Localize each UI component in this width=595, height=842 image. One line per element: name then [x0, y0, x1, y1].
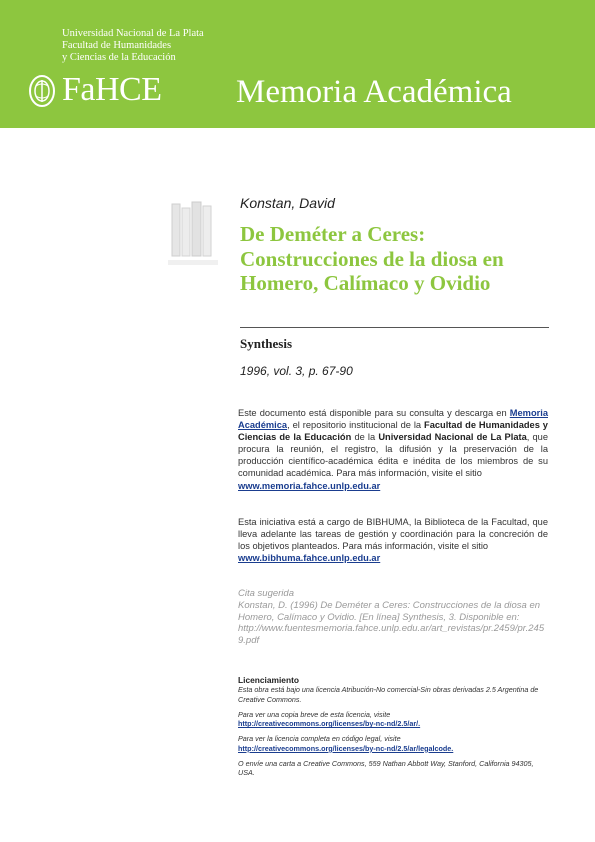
journal-name: Synthesis: [240, 336, 293, 351]
license-mail-text: O envíe una carta a Creative Commons, 559 Nathan Abbott Way, Stanford, California 94305, USA.: [238, 759, 534, 778]
suggested-citation: [238, 588, 548, 647]
suggested-citation-heading: Cita sugerida: [238, 588, 294, 599]
article-title: De Deméter a Ceres: Construcciones de la diosa en Homero, Calímaco y Ovidio: [240, 222, 504, 295]
university-line-1: Universidad Nacional de La Plata: [62, 28, 204, 39]
suggested-citation-url[interactable]: http://www.fuentesmemoria.fahce.unlp.edu.ar/art_revistas/pr.2459/pr.2459.pdf: [238, 623, 545, 647]
fahce-logo-text: FaHCE: [62, 71, 162, 108]
para2-text: Esta iniciativa está a cargo de BIBHUMA, la Biblioteca de la Facultad, que lleva adelante las tareas de gestión y coordinación para la concreción de los objetivos planteados. Para más información, visite el sitio: [238, 517, 548, 552]
license-summary-link[interactable]: http://creativecommons.org/licenses/by-nc-nd/2.5/ar/.: [238, 719, 421, 729]
university-bold-name: Universidad Nacional de La Plata: [378, 432, 527, 443]
faculty-name: Facultad de Humanidades y Ciencias de la Educación: [238, 420, 548, 443]
license-heading: Licenciamiento: [238, 675, 299, 685]
repository-name: Memoria Académica: [236, 74, 512, 110]
para1-text-3: de la: [351, 432, 379, 443]
author-name: Konstan, David: [240, 195, 335, 211]
license-text: Esta obra está bajo una licencia Atribución-No comercial-Sin obras derivadas 2.5 Argentina de Creative Commons.: [238, 685, 539, 704]
memoria-site-link[interactable]: www.memoria.fahce.unlp.edu.ar: [238, 480, 381, 491]
availability-paragraph: [238, 407, 548, 492]
para1-text-2: , el repositorio institucional de la: [287, 420, 425, 431]
citation-details: 1996, vol. 3, p. 67-90: [240, 364, 353, 378]
title-divider: [240, 327, 549, 328]
memoria-books-logo-icon: [168, 200, 222, 270]
unlp-seal-icon: [28, 74, 56, 108]
university-name: [62, 28, 204, 64]
para1-text-1: Este documento está disponible para su consulta y descarga en: [238, 408, 510, 418]
license-full-link[interactable]: http://creativecommons.org/licenses/by-nc-nd/2.5/ar/legalcode.: [238, 743, 454, 753]
license-full-text: Para ver la licencia completa en código legal, visite: [238, 734, 401, 744]
university-line-2: Facultad de Humanidades: [62, 40, 172, 51]
license-section: [238, 676, 550, 778]
suggested-citation-text: Konstan, D. (1996) De Deméter a Ceres: Construcciones de la diosa en Homero, Calímaco y Ovidio. [En línea] Synthesis, 3. Disponible en:: [238, 599, 541, 623]
memoria-academica-link[interactable]: Memoria Académica: [238, 408, 548, 431]
university-line-3: y Ciencias de la Educación: [62, 52, 176, 63]
license-summary-text: Para ver una copia breve de esta licencia, visite: [238, 709, 391, 719]
para1-text-4: , que procura la reunión, el registro, la difusión y la preservación de la producción científico-académica édita e inédita de los miembros de su comunidad académica. Para más información, visite el sitio: [238, 432, 549, 479]
header-banner: [0, 0, 595, 128]
bibhuma-site-link[interactable]: www.bibhuma.fahce.unlp.edu.ar: [238, 553, 381, 564]
bibhuma-paragraph: [238, 516, 548, 564]
